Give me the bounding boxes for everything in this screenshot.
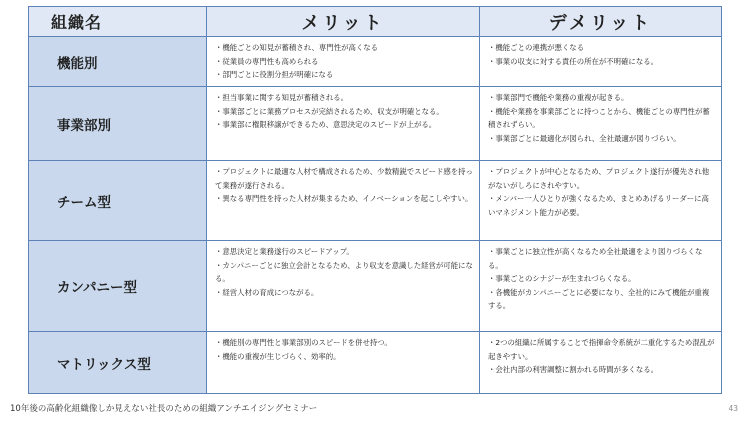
demerit-point: ・機能や業務を事業部ごとに持つことから、機能ごとの専門性が蓄積されずらい。 — [488, 106, 710, 130]
merit-point: ・機能ごとの知見が蓄積され、専門性が高くなる — [215, 43, 379, 52]
org-type-company: カンパニー型 — [29, 241, 207, 332]
merit-cell — [207, 37, 480, 87]
demerit-point: ・事業部ごとに最適化が図られ、全社最適が図りづらい。 — [488, 133, 681, 143]
merit-point: ・意思決定と業務遂行のスピードアップ。 — [215, 247, 354, 256]
merit-point: ・プロジェクトに最適な人材で構成されるため、少数精鋭でスピード感を持って業務が遂行される。 — [215, 167, 473, 190]
table-row — [29, 241, 722, 332]
demerit-cell — [480, 332, 722, 394]
merit-point: ・機能別の専門性と事業部別のスピードを併せ持つ。 — [215, 338, 392, 347]
merit-point: ・従業員の専門性も高められる — [215, 56, 319, 66]
page-number: 43 — [728, 404, 738, 413]
demerit-point: ・会社内部の利害調整に割かれる時間が多くなる。 — [488, 365, 658, 375]
header-org-name: 組織名 — [29, 7, 207, 37]
merit-cell — [207, 241, 480, 332]
merit-point: ・事業部ごとに業務プロセスが完結されるため、収支が明確となる。 — [215, 106, 444, 116]
merit-point: ・異なる専門性を持った人材が集まるため、イノベーションを起こしやすい。 — [215, 194, 473, 204]
demerit-point: ・メンバー一人ひとりが強くなるため、まとめあげるリーダーに高いマネジメント能力が必要。 — [488, 194, 709, 217]
merit-point: ・経営人材の育成につながる。 — [215, 287, 319, 297]
merit-point: ・部門ごとに役割分担が明確になる — [215, 70, 334, 80]
merit-point: ・機能の重複が生じづらく、効率的。 — [215, 351, 341, 361]
org-type-functional: 機能別 — [29, 37, 207, 87]
org-type-matrix: マトリックス型 — [29, 332, 207, 394]
table-row — [29, 87, 722, 161]
demerit-point: ・各機能がカンパニーごとに必要になり、全社的にみて機能が重複する。 — [488, 287, 710, 311]
demerit-cell — [480, 37, 722, 87]
table-row — [29, 332, 722, 394]
merit-cell — [207, 161, 480, 241]
org-type-team: チーム型 — [29, 161, 207, 241]
demerit-point: ・事業部門で機能や業務の重複が起きる。 — [488, 93, 629, 102]
merit-cell — [207, 87, 480, 161]
demerit-cell — [480, 87, 722, 161]
demerit-cell — [480, 161, 722, 241]
header-merit: メリット — [207, 7, 480, 37]
merit-point: ・カンパニーごとに独立会計となるため、より収支を意識した経営が可能になる。 — [215, 260, 473, 284]
demerit-point: ・事業の収支に対する責任の所在が不明確になる。 — [488, 56, 658, 66]
demerit-cell — [480, 241, 722, 332]
merit-point: ・担当事業に関する知見が蓄積される。 — [215, 93, 349, 102]
table-row — [29, 161, 722, 241]
demerit-point: ・事業ごとのシナジーが生まれづらくなる。 — [488, 274, 636, 284]
merit-cell — [207, 332, 480, 394]
demerit-point: ・2つの組織に所属することで指揮命令系統が二重化するため混乱が起きやすい。 — [488, 338, 715, 361]
org-structure-comparison-table — [28, 6, 722, 394]
merit-point: ・事業部に権限移譲ができるため、意思決定のスピードが上がる。 — [215, 120, 437, 130]
table-row — [29, 37, 722, 87]
header-demerit: デメリット — [480, 7, 722, 37]
demerit-point: ・機能ごとの連携が悪くなる — [488, 43, 585, 52]
table-header-row — [29, 7, 722, 37]
org-type-divisional: 事業部別 — [29, 87, 207, 161]
comparison-table-wrapper — [28, 6, 721, 393]
demerit-point: ・事業ごとに独立性が高くなるため全社最適をより図りづらくなる。 — [488, 247, 703, 270]
demerit-point: ・プロジェクトが中心となるため、プロジェクト遂行が優先され他がないがしろにされやすい。 — [488, 167, 710, 190]
footer-seminar-title: 10年後の高齢化組織像しか見えない社長のための組織アンチエイジングセミナー — [10, 404, 318, 414]
